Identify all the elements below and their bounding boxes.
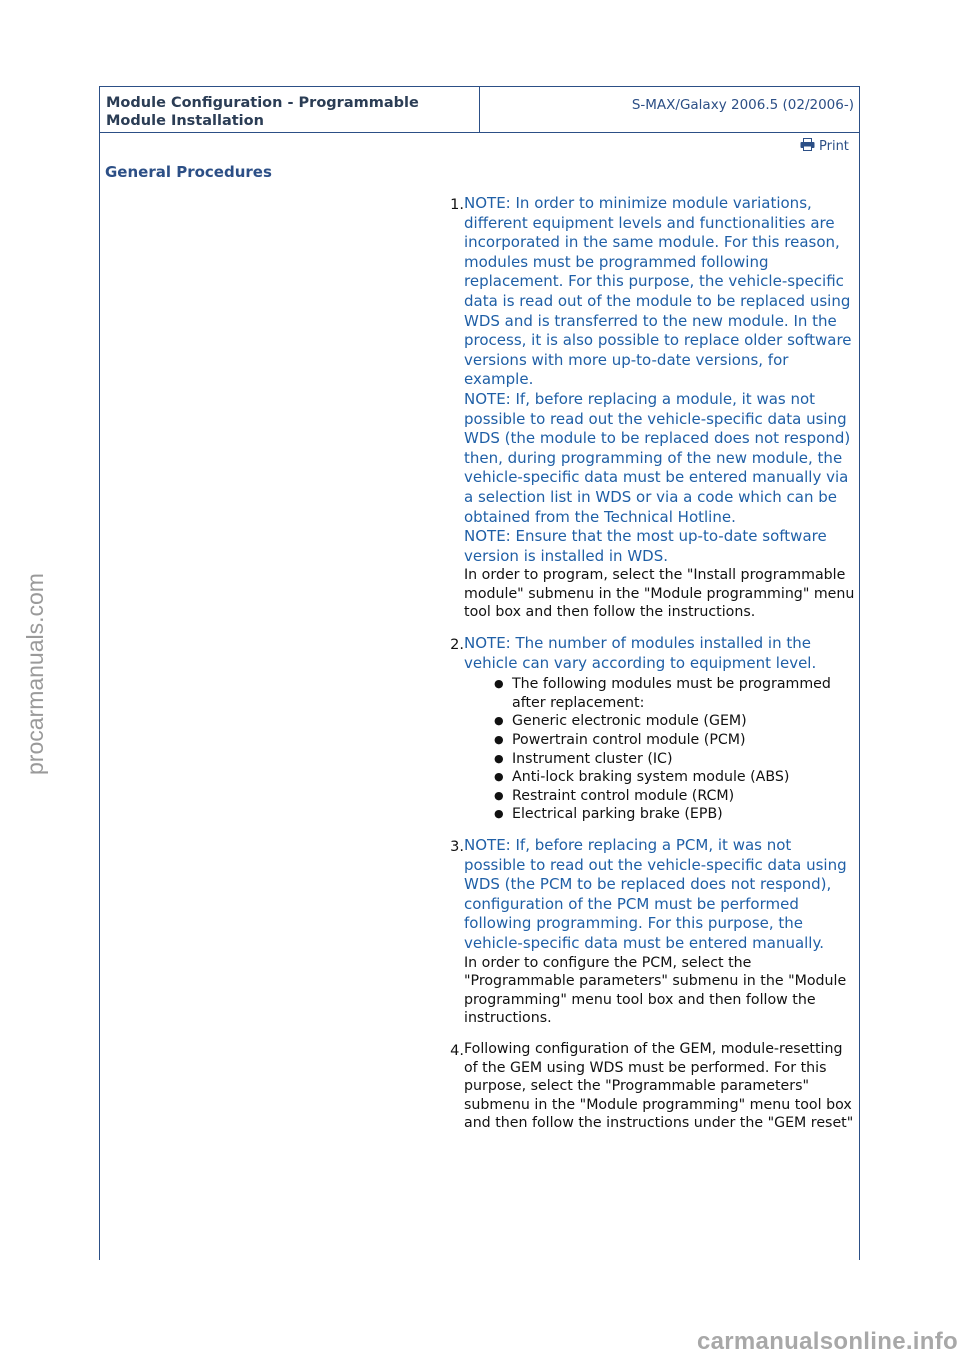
step-note: NOTE: Ensure that the most up-to-date software version is installed in WDS. (464, 527, 827, 565)
procedure-steps (430, 194, 855, 1145)
step-body (464, 634, 855, 824)
step-number: 4. (450, 1042, 464, 1059)
step-note: NOTE: If, before replacing a PCM, it was not possible to read out the vehicle-specific data using WDS (the PCM to be replaced does not respond), configuration of the PCM must be performed following programming. For this purpose, the vehicle-specific data must be entered manually. (464, 836, 847, 952)
step-instruction: Following configuration of the GEM, module-resetting of the GEM using WDS must be performed. For this purpose, select the "Programmable parameters" submenu in the "Module programming" menu tool box and then follow the instructions under the "GEM reset" (464, 1040, 854, 1132)
step-note: NOTE: If, before replacing a module, it was not possible to read out the vehicle-specific data using WDS (the module to be replaced does not respond) then, during programming of the new module, the vehicle-specific data must be entered manually via a selection list in WDS or via a code which can be obtained from the Technical Hotline. (464, 389, 851, 526)
side-watermark: procarmanuals.com (22, 573, 48, 775)
document-header (99, 86, 860, 133)
list-item: ● Powertrain control module (PCM) (494, 731, 855, 750)
module-list (464, 675, 855, 824)
section-title: General Procedures (105, 163, 272, 181)
print-button[interactable] (800, 138, 849, 155)
step-note: NOTE: In order to minimize module variations, different equipment levels and functionalities are incorporated in the same module. For this reason, modules must be programmed following replacement. For this purpose, the vehicle-specific data is read out of the module to be replaced using WDS and is transferred to the new module. In the process, it is also possible to replace older software versions with more up-to-date versions, for example. (464, 194, 852, 389)
list-item: ● The following modules must be programmed after replacement: (494, 675, 855, 712)
step-instruction: In order to configure the PCM, select the "Programmable parameters" submenu in the "Module programming" menu tool box and then follow the instructions. (464, 954, 847, 1027)
vehicle-model: S-MAX/Galaxy 2006.5 (02/2006-) (631, 97, 854, 113)
bottom-watermark: carmanualsonline.info (696, 1328, 958, 1355)
step-number: 2. (450, 637, 464, 654)
page-title: Module Configuration - Programmable Module Installation (100, 87, 480, 132)
list-item: ● Instrument cluster (IC) (494, 750, 855, 769)
step-instruction: In order to program, select the "Install programmable module" submenu in the "Module programming" menu tool box and then follow the instructions. (464, 567, 855, 621)
list-item: ● Electrical parking brake (EPB) (494, 805, 855, 824)
step-note: NOTE: The number of modules installed in the vehicle can vary according to equipment level. (464, 634, 817, 672)
step-number: 3. (450, 839, 464, 855)
step-body (464, 1040, 855, 1133)
step-body (464, 194, 855, 622)
procedure-step-3 (430, 836, 855, 1028)
procedure-step-4 (430, 1040, 855, 1133)
procedure-step-2 (430, 634, 855, 824)
step-body (464, 836, 855, 1028)
printer-icon (800, 138, 815, 155)
list-item: ● Generic electronic module (GEM) (494, 712, 855, 731)
list-item: ● Restraint control module (RCM) (494, 787, 855, 806)
step-number: 1. (450, 197, 464, 213)
print-label: Print (819, 139, 849, 154)
procedure-step-1 (430, 194, 855, 622)
list-item: ● Anti-lock braking system module (ABS) (494, 768, 855, 787)
